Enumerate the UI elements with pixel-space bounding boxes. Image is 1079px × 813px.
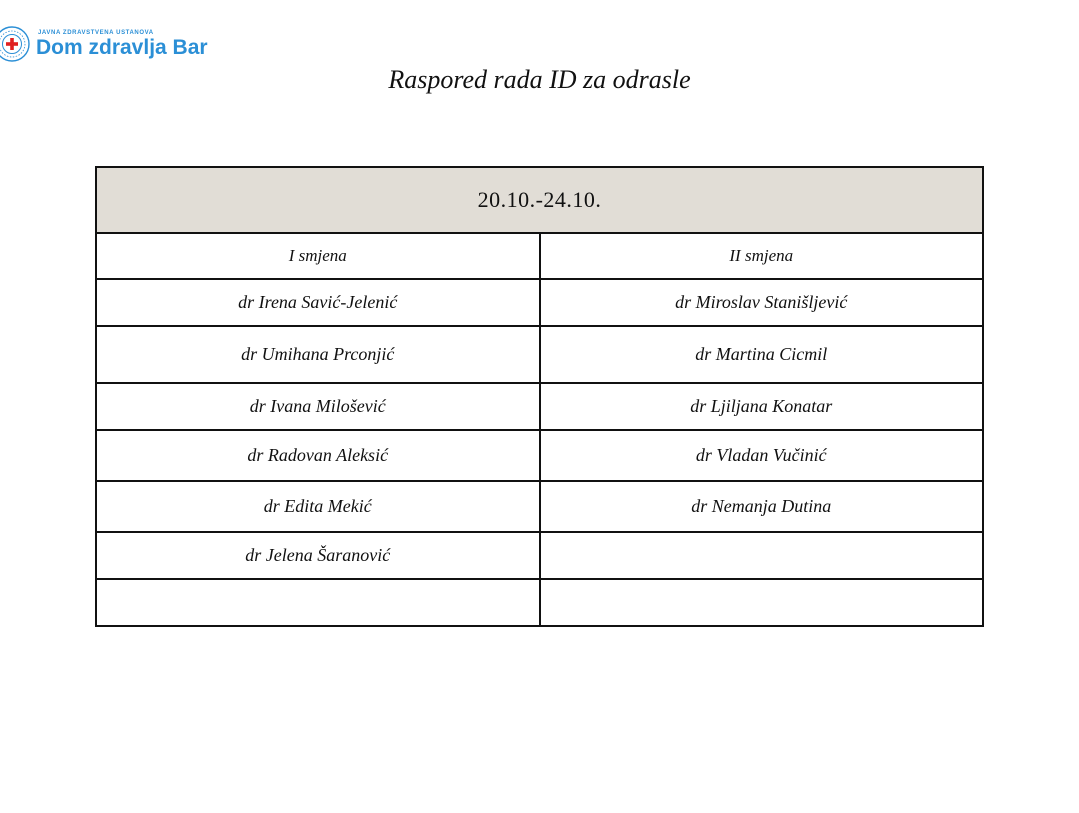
table-row	[96, 532, 983, 579]
shift-header-first: I smjena	[96, 233, 540, 279]
institution-logo	[0, 22, 208, 66]
table-row	[96, 279, 983, 326]
first-shift-doctor: dr Radovan Aleksić	[96, 430, 540, 481]
first-shift-doctor	[96, 579, 540, 626]
shift-header-second: II smjena	[540, 233, 984, 279]
first-shift-doctor: dr Jelena Šaranović	[96, 532, 540, 579]
first-shift-doctor: dr Ivana Milošević	[96, 383, 540, 430]
second-shift-doctor: dr Miroslav Stanišljević	[540, 279, 984, 326]
table-row	[96, 579, 983, 626]
week-range: 20.10.-24.10.	[96, 167, 983, 233]
second-shift-doctor: dr Nemanja Dutina	[540, 481, 984, 532]
week-row	[96, 167, 983, 233]
table-row	[96, 326, 983, 383]
first-shift-doctor: dr Irena Savić-Jelenić	[96, 279, 540, 326]
first-shift-doctor: dr Umihana Prconjić	[96, 326, 540, 383]
table-row	[96, 430, 983, 481]
table-row	[96, 383, 983, 430]
logo-text	[36, 29, 208, 59]
second-shift-doctor	[540, 532, 984, 579]
shift-header-row	[96, 233, 983, 279]
second-shift-doctor: dr Vladan Vučinić	[540, 430, 984, 481]
page-title: Raspored rada ID za odrasle	[388, 65, 691, 94]
second-shift-doctor	[540, 579, 984, 626]
table-row	[96, 481, 983, 532]
second-shift-doctor: dr Martina Cicmil	[540, 326, 984, 383]
second-shift-doctor: dr Ljiljana Konatar	[540, 383, 984, 430]
logo-name: Dom zdravlja Bar	[36, 36, 208, 59]
schedule-table	[95, 166, 984, 627]
medical-cross-emblem-icon	[0, 24, 30, 64]
first-shift-doctor: dr Edita Mekić	[96, 481, 540, 532]
logo-subtitle: JAVNA ZDRAVSTVENA USTANOVA	[38, 30, 154, 36]
